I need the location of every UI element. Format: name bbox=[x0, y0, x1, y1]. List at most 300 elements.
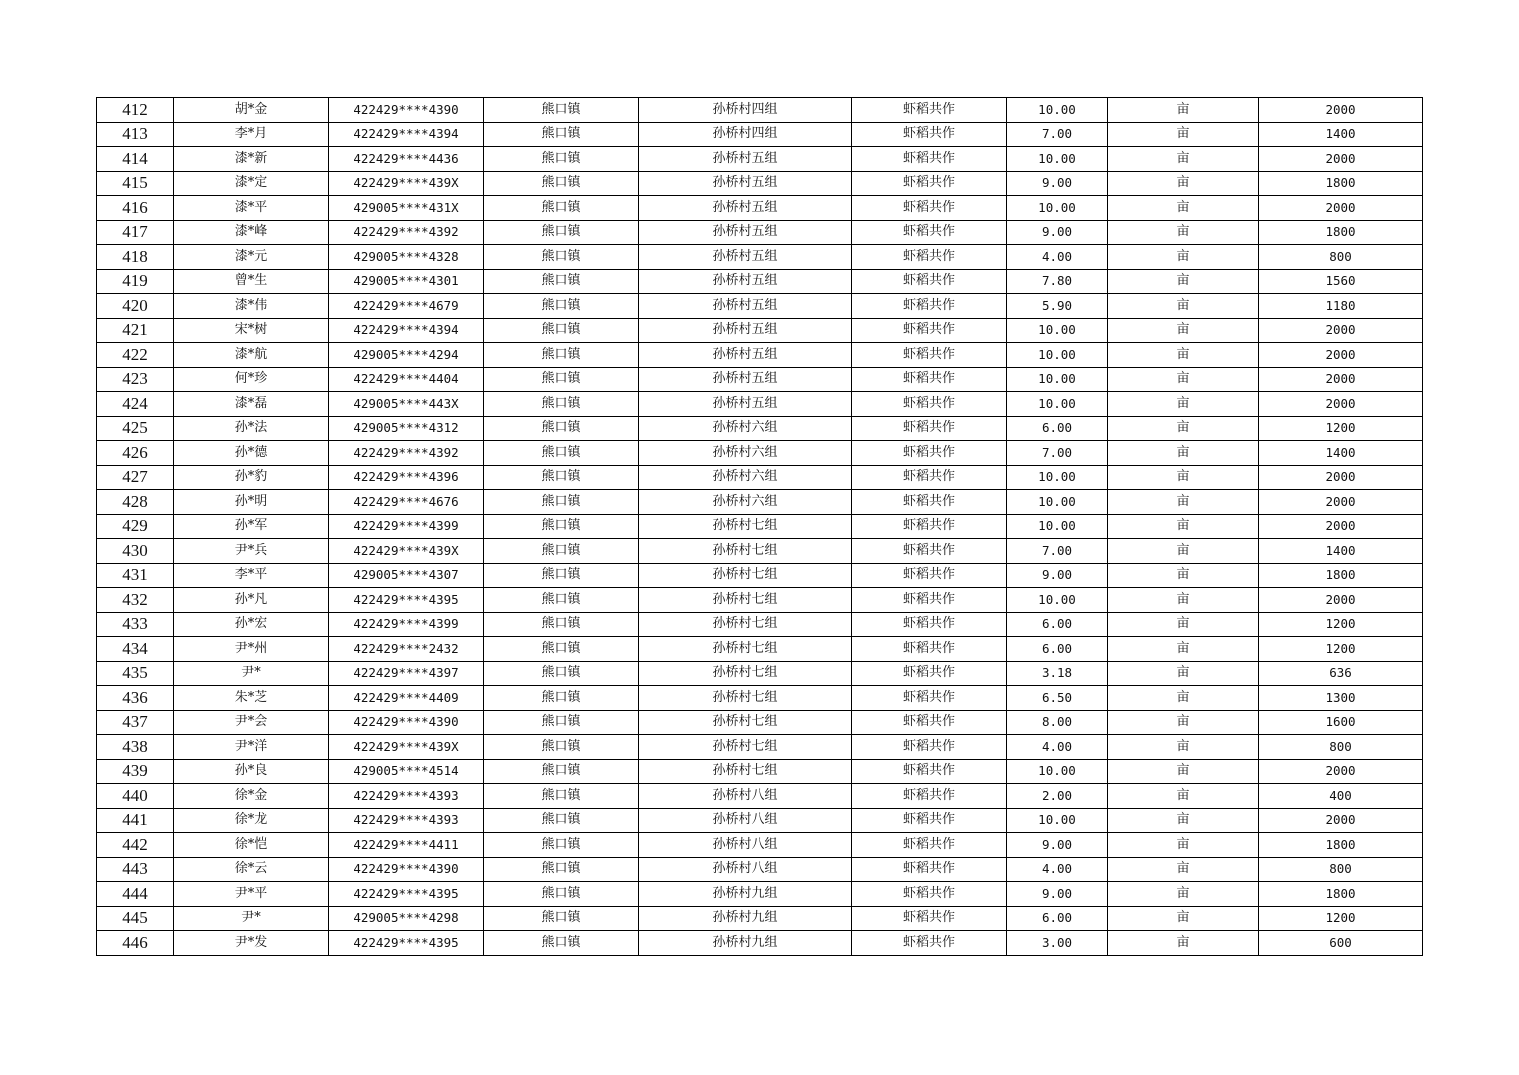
cell-area: 2.00 bbox=[1007, 784, 1108, 809]
cell-project-type: 虾稻共作 bbox=[852, 220, 1007, 245]
cell-project-type: 虾稻共作 bbox=[852, 490, 1007, 515]
cell-unit: 亩 bbox=[1108, 710, 1259, 735]
cell-village-group: 孙桥村五组 bbox=[639, 245, 852, 270]
cell-project-type: 虾稻共作 bbox=[852, 808, 1007, 833]
cell-area: 4.00 bbox=[1007, 735, 1108, 760]
cell-project-type: 虾稻共作 bbox=[852, 539, 1007, 564]
cell-row-number: 443 bbox=[97, 857, 174, 882]
cell-unit: 亩 bbox=[1108, 857, 1259, 882]
table-row bbox=[97, 196, 1423, 221]
cell-project-type: 虾稻共作 bbox=[852, 759, 1007, 784]
table-row bbox=[97, 318, 1423, 343]
cell-id-number: 422429****4397 bbox=[329, 661, 484, 686]
cell-id-number: 429005****4294 bbox=[329, 343, 484, 368]
cell-amount: 1200 bbox=[1259, 416, 1423, 441]
cell-id-number: 429005****4312 bbox=[329, 416, 484, 441]
cell-name: 尹*州 bbox=[174, 637, 329, 662]
cell-row-number: 414 bbox=[97, 147, 174, 172]
cell-area: 9.00 bbox=[1007, 833, 1108, 858]
cell-amount: 1200 bbox=[1259, 612, 1423, 637]
cell-row-number: 431 bbox=[97, 563, 174, 588]
cell-unit: 亩 bbox=[1108, 735, 1259, 760]
cell-id-number: 429005****4301 bbox=[329, 269, 484, 294]
cell-project-type: 虾稻共作 bbox=[852, 98, 1007, 123]
cell-town: 熊口镇 bbox=[484, 441, 639, 466]
cell-town: 熊口镇 bbox=[484, 98, 639, 123]
cell-town: 熊口镇 bbox=[484, 539, 639, 564]
cell-village-group: 孙桥村六组 bbox=[639, 465, 852, 490]
cell-town: 熊口镇 bbox=[484, 637, 639, 662]
cell-project-type: 虾稻共作 bbox=[852, 441, 1007, 466]
cell-amount: 400 bbox=[1259, 784, 1423, 809]
cell-row-number: 435 bbox=[97, 661, 174, 686]
cell-name: 孙*军 bbox=[174, 514, 329, 539]
cell-area: 7.80 bbox=[1007, 269, 1108, 294]
cell-village-group: 孙桥村五组 bbox=[639, 343, 852, 368]
cell-name: 孙*豹 bbox=[174, 465, 329, 490]
cell-village-group: 孙桥村七组 bbox=[639, 637, 852, 662]
cell-unit: 亩 bbox=[1108, 588, 1259, 613]
cell-amount: 2000 bbox=[1259, 343, 1423, 368]
cell-row-number: 416 bbox=[97, 196, 174, 221]
cell-village-group: 孙桥村九组 bbox=[639, 931, 852, 956]
cell-unit: 亩 bbox=[1108, 343, 1259, 368]
cell-town: 熊口镇 bbox=[484, 588, 639, 613]
cell-unit: 亩 bbox=[1108, 514, 1259, 539]
cell-area: 4.00 bbox=[1007, 245, 1108, 270]
cell-id-number: 422429****2432 bbox=[329, 637, 484, 662]
cell-area: 6.50 bbox=[1007, 686, 1108, 711]
cell-project-type: 虾稻共作 bbox=[852, 661, 1007, 686]
cell-town: 熊口镇 bbox=[484, 931, 639, 956]
cell-name: 孙*凡 bbox=[174, 588, 329, 613]
cell-name: 尹*兵 bbox=[174, 539, 329, 564]
cell-unit: 亩 bbox=[1108, 367, 1259, 392]
cell-amount: 1800 bbox=[1259, 171, 1423, 196]
cell-project-type: 虾稻共作 bbox=[852, 392, 1007, 417]
cell-town: 熊口镇 bbox=[484, 857, 639, 882]
cell-id-number: 422429****4411 bbox=[329, 833, 484, 858]
cell-unit: 亩 bbox=[1108, 465, 1259, 490]
cell-town: 熊口镇 bbox=[484, 343, 639, 368]
table-row bbox=[97, 269, 1423, 294]
cell-town: 熊口镇 bbox=[484, 906, 639, 931]
cell-name: 漆*定 bbox=[174, 171, 329, 196]
cell-area: 10.00 bbox=[1007, 147, 1108, 172]
cell-village-group: 孙桥村五组 bbox=[639, 220, 852, 245]
cell-village-group: 孙桥村九组 bbox=[639, 906, 852, 931]
table-row bbox=[97, 220, 1423, 245]
cell-name: 孙*法 bbox=[174, 416, 329, 441]
cell-town: 熊口镇 bbox=[484, 122, 639, 147]
cell-id-number: 422429****4399 bbox=[329, 514, 484, 539]
cell-area: 10.00 bbox=[1007, 196, 1108, 221]
cell-row-number: 440 bbox=[97, 784, 174, 809]
table-row bbox=[97, 882, 1423, 907]
cell-project-type: 虾稻共作 bbox=[852, 147, 1007, 172]
cell-name: 孙*明 bbox=[174, 490, 329, 515]
cell-project-type: 虾稻共作 bbox=[852, 931, 1007, 956]
cell-amount: 1300 bbox=[1259, 686, 1423, 711]
cell-id-number: 422429****4394 bbox=[329, 122, 484, 147]
cell-row-number: 437 bbox=[97, 710, 174, 735]
cell-row-number: 429 bbox=[97, 514, 174, 539]
table-row bbox=[97, 514, 1423, 539]
cell-area: 9.00 bbox=[1007, 563, 1108, 588]
table-row bbox=[97, 833, 1423, 858]
cell-village-group: 孙桥村六组 bbox=[639, 416, 852, 441]
cell-name: 何*珍 bbox=[174, 367, 329, 392]
cell-project-type: 虾稻共作 bbox=[852, 882, 1007, 907]
cell-amount: 800 bbox=[1259, 735, 1423, 760]
cell-town: 熊口镇 bbox=[484, 196, 639, 221]
cell-row-number: 421 bbox=[97, 318, 174, 343]
cell-unit: 亩 bbox=[1108, 637, 1259, 662]
cell-id-number: 422429****4395 bbox=[329, 588, 484, 613]
cell-area: 6.00 bbox=[1007, 637, 1108, 662]
cell-area: 3.00 bbox=[1007, 931, 1108, 956]
cell-project-type: 虾稻共作 bbox=[852, 784, 1007, 809]
cell-village-group: 孙桥村八组 bbox=[639, 808, 852, 833]
cell-row-number: 430 bbox=[97, 539, 174, 564]
cell-area: 4.00 bbox=[1007, 857, 1108, 882]
cell-area: 10.00 bbox=[1007, 343, 1108, 368]
cell-unit: 亩 bbox=[1108, 563, 1259, 588]
cell-project-type: 虾稻共作 bbox=[852, 710, 1007, 735]
cell-amount: 2000 bbox=[1259, 759, 1423, 784]
cell-amount: 2000 bbox=[1259, 808, 1423, 833]
cell-town: 熊口镇 bbox=[484, 465, 639, 490]
cell-area: 9.00 bbox=[1007, 882, 1108, 907]
table-row bbox=[97, 784, 1423, 809]
cell-row-number: 441 bbox=[97, 808, 174, 833]
cell-area: 10.00 bbox=[1007, 759, 1108, 784]
cell-village-group: 孙桥村七组 bbox=[639, 539, 852, 564]
subsidy-table-sheet bbox=[96, 97, 1422, 956]
cell-area: 7.00 bbox=[1007, 539, 1108, 564]
cell-village-group: 孙桥村七组 bbox=[639, 661, 852, 686]
cell-id-number: 422429****4396 bbox=[329, 465, 484, 490]
cell-unit: 亩 bbox=[1108, 147, 1259, 172]
cell-amount: 800 bbox=[1259, 857, 1423, 882]
cell-village-group: 孙桥村七组 bbox=[639, 735, 852, 760]
table-row bbox=[97, 857, 1423, 882]
table-body bbox=[97, 98, 1423, 956]
cell-id-number: 422429****4404 bbox=[329, 367, 484, 392]
cell-unit: 亩 bbox=[1108, 784, 1259, 809]
cell-town: 熊口镇 bbox=[484, 563, 639, 588]
cell-name: 孙*良 bbox=[174, 759, 329, 784]
cell-row-number: 418 bbox=[97, 245, 174, 270]
cell-row-number: 424 bbox=[97, 392, 174, 417]
cell-id-number: 429005****431X bbox=[329, 196, 484, 221]
cell-name: 宋*树 bbox=[174, 318, 329, 343]
cell-amount: 1200 bbox=[1259, 637, 1423, 662]
cell-village-group: 孙桥村五组 bbox=[639, 269, 852, 294]
cell-id-number: 422429****4390 bbox=[329, 857, 484, 882]
cell-village-group: 孙桥村五组 bbox=[639, 367, 852, 392]
cell-id-number: 429005****443X bbox=[329, 392, 484, 417]
cell-town: 熊口镇 bbox=[484, 171, 639, 196]
cell-area: 10.00 bbox=[1007, 367, 1108, 392]
cell-village-group: 孙桥村五组 bbox=[639, 196, 852, 221]
cell-name: 漆*元 bbox=[174, 245, 329, 270]
cell-name: 曾*生 bbox=[174, 269, 329, 294]
cell-row-number: 417 bbox=[97, 220, 174, 245]
table-row bbox=[97, 906, 1423, 931]
cell-project-type: 虾稻共作 bbox=[852, 637, 1007, 662]
cell-id-number: 422429****4390 bbox=[329, 98, 484, 123]
cell-project-type: 虾稻共作 bbox=[852, 318, 1007, 343]
cell-amount: 2000 bbox=[1259, 318, 1423, 343]
cell-name: 尹*平 bbox=[174, 882, 329, 907]
cell-village-group: 孙桥村八组 bbox=[639, 833, 852, 858]
cell-name: 李*平 bbox=[174, 563, 329, 588]
table-row bbox=[97, 171, 1423, 196]
cell-amount: 600 bbox=[1259, 931, 1423, 956]
cell-name: 漆*峰 bbox=[174, 220, 329, 245]
cell-area: 10.00 bbox=[1007, 490, 1108, 515]
cell-amount: 2000 bbox=[1259, 367, 1423, 392]
cell-row-number: 425 bbox=[97, 416, 174, 441]
cell-project-type: 虾稻共作 bbox=[852, 196, 1007, 221]
cell-id-number: 422429****439X bbox=[329, 735, 484, 760]
cell-unit: 亩 bbox=[1108, 122, 1259, 147]
cell-town: 熊口镇 bbox=[484, 269, 639, 294]
cell-row-number: 412 bbox=[97, 98, 174, 123]
table-row bbox=[97, 245, 1423, 270]
cell-area: 7.00 bbox=[1007, 441, 1108, 466]
cell-project-type: 虾稻共作 bbox=[852, 857, 1007, 882]
cell-amount: 1400 bbox=[1259, 441, 1423, 466]
cell-row-number: 442 bbox=[97, 833, 174, 858]
cell-row-number: 433 bbox=[97, 612, 174, 637]
cell-name: 孙*德 bbox=[174, 441, 329, 466]
cell-amount: 2000 bbox=[1259, 98, 1423, 123]
cell-row-number: 434 bbox=[97, 637, 174, 662]
cell-unit: 亩 bbox=[1108, 98, 1259, 123]
cell-town: 熊口镇 bbox=[484, 686, 639, 711]
cell-project-type: 虾稻共作 bbox=[852, 171, 1007, 196]
cell-town: 熊口镇 bbox=[484, 245, 639, 270]
cell-name: 徐*云 bbox=[174, 857, 329, 882]
cell-id-number: 422429****4676 bbox=[329, 490, 484, 515]
cell-unit: 亩 bbox=[1108, 416, 1259, 441]
cell-unit: 亩 bbox=[1108, 441, 1259, 466]
cell-amount: 1180 bbox=[1259, 294, 1423, 319]
cell-town: 熊口镇 bbox=[484, 392, 639, 417]
cell-unit: 亩 bbox=[1108, 196, 1259, 221]
cell-unit: 亩 bbox=[1108, 539, 1259, 564]
cell-row-number: 419 bbox=[97, 269, 174, 294]
cell-unit: 亩 bbox=[1108, 906, 1259, 931]
cell-id-number: 429005****4298 bbox=[329, 906, 484, 931]
table-row bbox=[97, 441, 1423, 466]
cell-name: 尹* bbox=[174, 661, 329, 686]
cell-row-number: 428 bbox=[97, 490, 174, 515]
cell-town: 熊口镇 bbox=[484, 612, 639, 637]
cell-id-number: 429005****4328 bbox=[329, 245, 484, 270]
cell-area: 10.00 bbox=[1007, 514, 1108, 539]
subsidy-table bbox=[96, 97, 1423, 956]
cell-amount: 1800 bbox=[1259, 220, 1423, 245]
cell-area: 10.00 bbox=[1007, 392, 1108, 417]
table-row bbox=[97, 392, 1423, 417]
table-row bbox=[97, 122, 1423, 147]
table-row bbox=[97, 686, 1423, 711]
cell-unit: 亩 bbox=[1108, 269, 1259, 294]
cell-name: 漆*伟 bbox=[174, 294, 329, 319]
cell-project-type: 虾稻共作 bbox=[852, 588, 1007, 613]
cell-amount: 2000 bbox=[1259, 392, 1423, 417]
cell-village-group: 孙桥村七组 bbox=[639, 759, 852, 784]
table-row bbox=[97, 294, 1423, 319]
cell-amount: 1560 bbox=[1259, 269, 1423, 294]
cell-village-group: 孙桥村五组 bbox=[639, 392, 852, 417]
cell-town: 熊口镇 bbox=[484, 833, 639, 858]
cell-row-number: 427 bbox=[97, 465, 174, 490]
cell-area: 10.00 bbox=[1007, 98, 1108, 123]
cell-id-number: 422429****4390 bbox=[329, 710, 484, 735]
cell-village-group: 孙桥村五组 bbox=[639, 147, 852, 172]
cell-unit: 亩 bbox=[1108, 686, 1259, 711]
cell-project-type: 虾稻共作 bbox=[852, 686, 1007, 711]
cell-id-number: 422429****4394 bbox=[329, 318, 484, 343]
cell-village-group: 孙桥村五组 bbox=[639, 171, 852, 196]
cell-amount: 2000 bbox=[1259, 147, 1423, 172]
cell-area: 3.18 bbox=[1007, 661, 1108, 686]
cell-area: 9.00 bbox=[1007, 220, 1108, 245]
table-row bbox=[97, 367, 1423, 392]
cell-unit: 亩 bbox=[1108, 318, 1259, 343]
cell-village-group: 孙桥村四组 bbox=[639, 98, 852, 123]
cell-row-number: 420 bbox=[97, 294, 174, 319]
cell-project-type: 虾稻共作 bbox=[852, 563, 1007, 588]
cell-row-number: 432 bbox=[97, 588, 174, 613]
cell-project-type: 虾稻共作 bbox=[852, 269, 1007, 294]
cell-unit: 亩 bbox=[1108, 392, 1259, 417]
cell-name: 尹*洋 bbox=[174, 735, 329, 760]
cell-town: 熊口镇 bbox=[484, 710, 639, 735]
cell-id-number: 429005****4514 bbox=[329, 759, 484, 784]
cell-id-number: 422429****4392 bbox=[329, 441, 484, 466]
table-row bbox=[97, 588, 1423, 613]
cell-town: 熊口镇 bbox=[484, 220, 639, 245]
table-row bbox=[97, 416, 1423, 441]
table-row bbox=[97, 759, 1423, 784]
cell-unit: 亩 bbox=[1108, 833, 1259, 858]
cell-name: 徐*金 bbox=[174, 784, 329, 809]
cell-name: 徐*恺 bbox=[174, 833, 329, 858]
cell-row-number: 422 bbox=[97, 343, 174, 368]
cell-village-group: 孙桥村七组 bbox=[639, 612, 852, 637]
cell-area: 6.00 bbox=[1007, 612, 1108, 637]
cell-project-type: 虾稻共作 bbox=[852, 122, 1007, 147]
cell-amount: 1200 bbox=[1259, 906, 1423, 931]
cell-id-number: 422429****4392 bbox=[329, 220, 484, 245]
cell-project-type: 虾稻共作 bbox=[852, 514, 1007, 539]
table-row bbox=[97, 735, 1423, 760]
cell-amount: 2000 bbox=[1259, 588, 1423, 613]
cell-amount: 1400 bbox=[1259, 122, 1423, 147]
cell-row-number: 415 bbox=[97, 171, 174, 196]
cell-project-type: 虾稻共作 bbox=[852, 294, 1007, 319]
cell-village-group: 孙桥村七组 bbox=[639, 710, 852, 735]
table-row bbox=[97, 612, 1423, 637]
table-row bbox=[97, 539, 1423, 564]
cell-area: 5.90 bbox=[1007, 294, 1108, 319]
cell-id-number: 422429****4436 bbox=[329, 147, 484, 172]
cell-row-number: 426 bbox=[97, 441, 174, 466]
cell-town: 熊口镇 bbox=[484, 147, 639, 172]
cell-project-type: 虾稻共作 bbox=[852, 465, 1007, 490]
cell-town: 熊口镇 bbox=[484, 514, 639, 539]
cell-town: 熊口镇 bbox=[484, 416, 639, 441]
cell-row-number: 413 bbox=[97, 122, 174, 147]
cell-id-number: 422429****439X bbox=[329, 539, 484, 564]
cell-area: 10.00 bbox=[1007, 318, 1108, 343]
cell-row-number: 439 bbox=[97, 759, 174, 784]
cell-unit: 亩 bbox=[1108, 294, 1259, 319]
cell-name: 漆*新 bbox=[174, 147, 329, 172]
cell-town: 熊口镇 bbox=[484, 784, 639, 809]
cell-id-number: 422429****4393 bbox=[329, 784, 484, 809]
cell-name: 尹*发 bbox=[174, 931, 329, 956]
cell-project-type: 虾稻共作 bbox=[852, 343, 1007, 368]
cell-name: 朱*芝 bbox=[174, 686, 329, 711]
cell-village-group: 孙桥村七组 bbox=[639, 514, 852, 539]
cell-amount: 1800 bbox=[1259, 882, 1423, 907]
table-row bbox=[97, 931, 1423, 956]
cell-amount: 2000 bbox=[1259, 196, 1423, 221]
cell-village-group: 孙桥村八组 bbox=[639, 857, 852, 882]
cell-id-number: 429005****4307 bbox=[329, 563, 484, 588]
table-row bbox=[97, 808, 1423, 833]
cell-area: 6.00 bbox=[1007, 906, 1108, 931]
cell-village-group: 孙桥村七组 bbox=[639, 686, 852, 711]
cell-name: 漆*平 bbox=[174, 196, 329, 221]
cell-name: 胡*金 bbox=[174, 98, 329, 123]
cell-town: 熊口镇 bbox=[484, 367, 639, 392]
cell-id-number: 422429****4395 bbox=[329, 882, 484, 907]
cell-village-group: 孙桥村七组 bbox=[639, 588, 852, 613]
cell-unit: 亩 bbox=[1108, 808, 1259, 833]
table-row bbox=[97, 465, 1423, 490]
cell-town: 熊口镇 bbox=[484, 661, 639, 686]
table-row bbox=[97, 490, 1423, 515]
cell-id-number: 422429****4395 bbox=[329, 931, 484, 956]
table-row bbox=[97, 343, 1423, 368]
cell-row-number: 446 bbox=[97, 931, 174, 956]
cell-row-number: 438 bbox=[97, 735, 174, 760]
cell-town: 熊口镇 bbox=[484, 882, 639, 907]
cell-area: 7.00 bbox=[1007, 122, 1108, 147]
cell-amount: 1800 bbox=[1259, 563, 1423, 588]
cell-id-number: 422429****4399 bbox=[329, 612, 484, 637]
cell-unit: 亩 bbox=[1108, 931, 1259, 956]
cell-row-number: 445 bbox=[97, 906, 174, 931]
cell-village-group: 孙桥村五组 bbox=[639, 294, 852, 319]
cell-id-number: 422429****439X bbox=[329, 171, 484, 196]
cell-name: 徐*龙 bbox=[174, 808, 329, 833]
cell-village-group: 孙桥村七组 bbox=[639, 563, 852, 588]
cell-name: 孙*宏 bbox=[174, 612, 329, 637]
cell-amount: 636 bbox=[1259, 661, 1423, 686]
cell-area: 9.00 bbox=[1007, 171, 1108, 196]
cell-row-number: 436 bbox=[97, 686, 174, 711]
cell-area: 10.00 bbox=[1007, 588, 1108, 613]
cell-town: 熊口镇 bbox=[484, 490, 639, 515]
